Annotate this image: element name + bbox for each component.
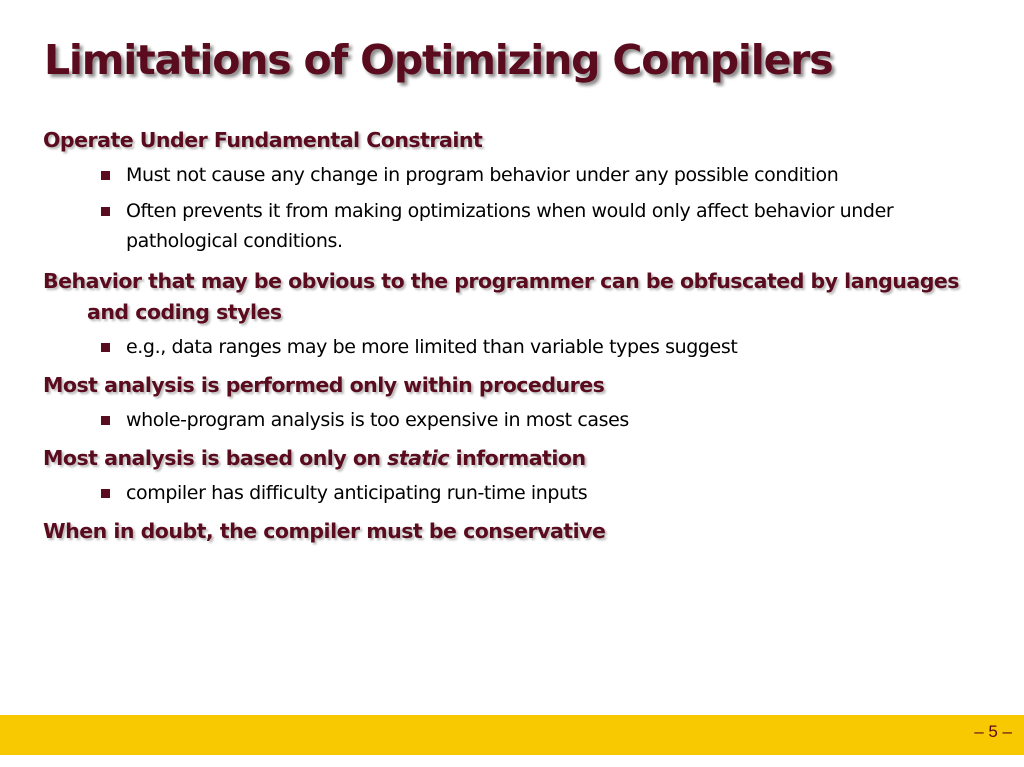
section-within-procedures [43, 370, 993, 435]
bullet-text: Must not cause any change in program behavior under any possible condition [126, 164, 839, 186]
bullet-item [43, 332, 993, 362]
section-obvious-behavior [43, 266, 993, 362]
section-conservative [43, 516, 993, 547]
slide-title: Limitations of Optimizing Compilers [44, 36, 833, 84]
square-bullet-icon [101, 416, 110, 425]
bullet-item [43, 160, 993, 190]
slide-body [43, 125, 993, 547]
section-heading [43, 443, 993, 474]
square-bullet-icon [101, 343, 110, 352]
section-heading: Most analysis is performed only within procedures [43, 373, 605, 397]
bullet-text: compiler has difficulty anticipating run-time inputs [126, 482, 588, 504]
bullet-list [43, 332, 993, 362]
square-bullet-icon [101, 207, 110, 216]
bullet-list [43, 405, 993, 435]
section-heading: Operate Under Fundamental Constraint [43, 128, 483, 152]
bullet-list [43, 160, 993, 256]
bullet-text: Often prevents it from making optimizations when would only affect behavior under pathological conditions. [126, 200, 894, 252]
bullet-item [43, 196, 993, 256]
square-bullet-icon [101, 171, 110, 180]
section-static-information [43, 443, 993, 508]
heading-emphasis: static [387, 446, 449, 470]
section-heading: Behavior that may be obvious to the programmer can be obfuscated by languages and coding styles [43, 269, 960, 324]
section-heading: When in doubt, the compiler must be conservative [43, 519, 606, 543]
heading-text-before: Most analysis is based only on [43, 446, 388, 470]
bullet-text: e.g., data ranges may be more limited than variable types suggest [126, 336, 738, 358]
bullet-item [43, 405, 993, 435]
bullet-text: whole-program analysis is too expensive in most cases [126, 409, 629, 431]
square-bullet-icon [101, 489, 110, 498]
heading-text-after: information [448, 446, 586, 470]
section-fundamental-constraint [43, 125, 993, 256]
footer-bar [0, 715, 1024, 755]
bullet-item [43, 478, 993, 508]
page-number: – 5 – [974, 722, 1012, 741]
bullet-list [43, 478, 993, 508]
